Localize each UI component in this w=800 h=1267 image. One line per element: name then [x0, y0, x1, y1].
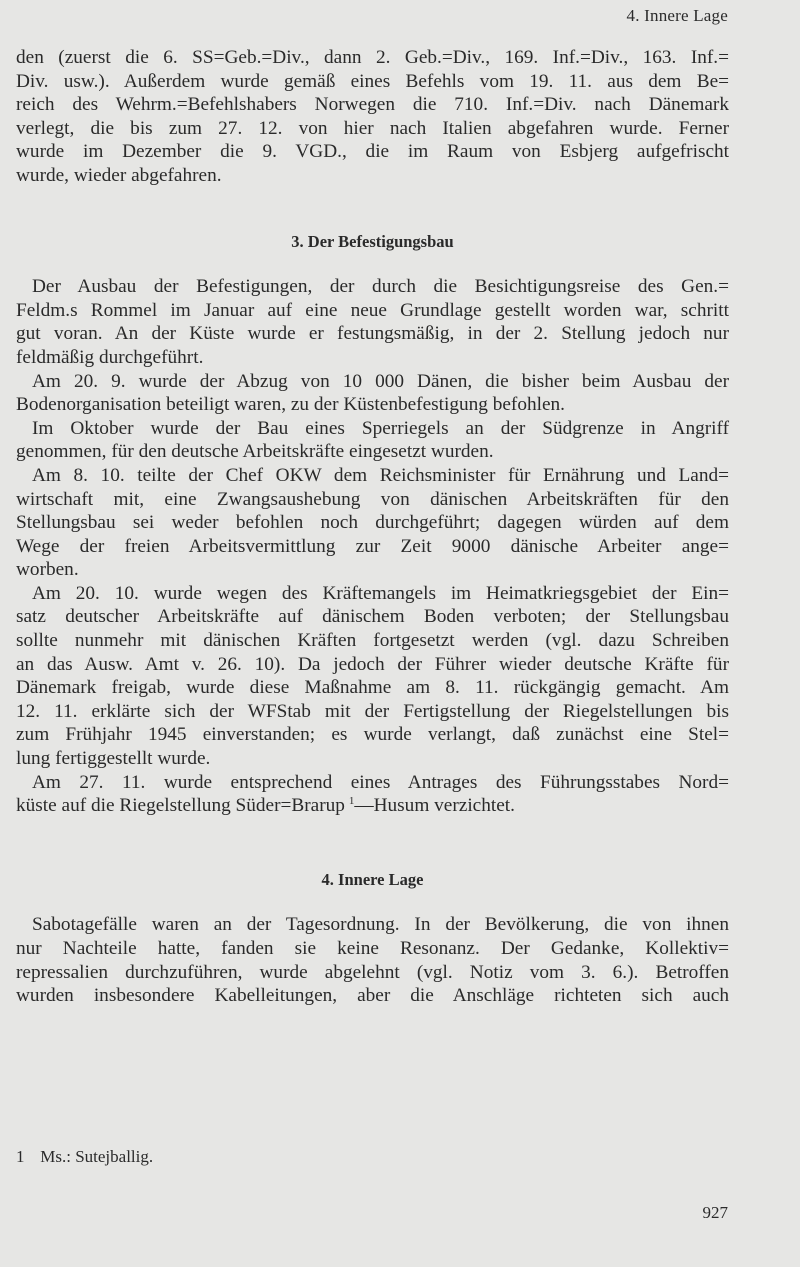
section-heading-befestigungsbau: 3. Der Befestigungsbau [291, 231, 454, 251]
text-line: wirtschaft mit, eine Zwangsaushebung von dänischen Arbeitskräften für den [16, 488, 729, 510]
page-number: 927 [702, 1203, 728, 1222]
text-line: den (zuerst die 6. SS=Geb.=Div., dann 2. Geb.=Div., 169. Inf.=Div., 163. Inf.= [16, 47, 729, 68]
text-line: Der Ausbau der Befestigungen, der durch die Besichtigungsreise des Gen.= [32, 276, 729, 298]
text-line: an das Ausw. Amt v. 26. 10). Da jedoch der Führer wieder deutsche Kräfte für [16, 653, 729, 675]
footnote-reference[interactable]: 1 [348, 795, 355, 808]
text-line [16, 794, 729, 818]
text-line: Am 8. 10. teilte der Chef OKW dem Reichsminister für Ernährung und Land= [32, 464, 729, 486]
section-heading-innere-lage: 4. Innere Lage [321, 869, 424, 889]
text-line: wurden insbesondere Kabelleitungen, aber die Anschläge richteten sich auch [16, 985, 729, 1007]
text-line: gut voran. An der Küste wurde er festungsmäßig, in der 2. Stellung jedoch nur [16, 323, 729, 345]
text-line: wurde, wieder abgefahren. [16, 164, 222, 186]
text-line: Im Oktober wurde der Bau eines Sperriegels an der Südgrenze in Angriff [32, 417, 729, 439]
text-line: wurde im Dezember die 9. VGD., die im Raum von Esbjerg aufgefrischt [16, 141, 729, 163]
footnote-text: Ms.: Sutejballig. [40, 1147, 154, 1166]
text-line: feldmäßig durchgeführt. [16, 346, 204, 368]
text-line: genommen, für den deutsche Arbeitskräfte eingesetzt wurden. [16, 441, 494, 463]
text-line: Div. usw.). Außerdem wurde gemäß eines Befehls vom 19. 11. aus dem Be= [16, 70, 729, 92]
body-text [16, 46, 729, 1008]
text-line: Bodenorganisation beteiligt waren, zu der Küstenbefestigung befohlen. [16, 394, 566, 416]
text-line: Am 27. 11. wurde entsprechend eines Antrages des Führungsstabes Nord= [32, 771, 729, 793]
text-line: Am 20. 9. wurde der Abzug von 10 000 Dänen, die bisher beim Ausbau der [32, 370, 729, 392]
text-line: Am 20. 10. wurde wegen des Kräftemangels im Heimatkriegsgebiet der Ein= [32, 582, 729, 604]
text-line: 12. 11. erklärte sich der WFStab mit der Fertigstellung der Riegelstellungen bis [16, 700, 729, 722]
text-line: verlegt, die bis zum 27. 12. von hier nach Italien abgefahren wurde. Ferner [16, 117, 729, 139]
text-line: nur Nachteile hatte, fanden sie keine Resonanz. Der Gedanke, Kollektiv= [16, 938, 729, 959]
text-line: zum Frühjahr 1945 einverstanden; es wurde verlangt, daß zunächst eine Stel= [16, 724, 729, 746]
text-line: Wege der freien Arbeitsvermittlung zur Zeit 9000 dänische Arbeiter ange= [16, 535, 729, 557]
text-line: Stellungsbau sei weder befohlen noch durchgeführt; dagegen würden auf dem [16, 512, 729, 534]
text-line: worben. [16, 559, 79, 581]
footnote [16, 1147, 153, 1167]
text-line: reich des Wehrm.=Befehlshabers Norwegen die 710. Inf.=Div. nach Dänemark [16, 94, 729, 116]
text-fragment: küste auf die Riegelstellung Süder=Brarup [16, 795, 345, 817]
footnote-number: 1 [16, 1147, 25, 1166]
running-head: 4. Innere Lage [626, 6, 728, 25]
text-line: repressalien durchzuführen, wurde abgelehnt (vgl. Notiz vom 3. 6.). Betroffen [16, 961, 729, 983]
text-line: Dänemark freigab, wurde diese Maßnahme am 8. 11. rückgängig gemacht. Am [16, 677, 729, 699]
text-line: sollte nunmehr mit dänischen Kräften fortgesetzt werden (vgl. dazu Schreiben [16, 630, 729, 652]
text-line: satz deutscher Arbeitskräfte auf dänischem Boden verboten; der Stellungsbau [16, 606, 729, 628]
text-line: Sabotagefälle waren an der Tagesordnung. In der Bevölkerung, die von ihnen [32, 914, 729, 936]
text-line: lung fertiggestellt wurde. [16, 748, 211, 770]
text-line: Feldm.s Rommel im Januar auf eine neue Grundlage gestellt worden war, schritt [16, 299, 729, 321]
text-fragment: —Husum verzichtet. [354, 795, 515, 817]
